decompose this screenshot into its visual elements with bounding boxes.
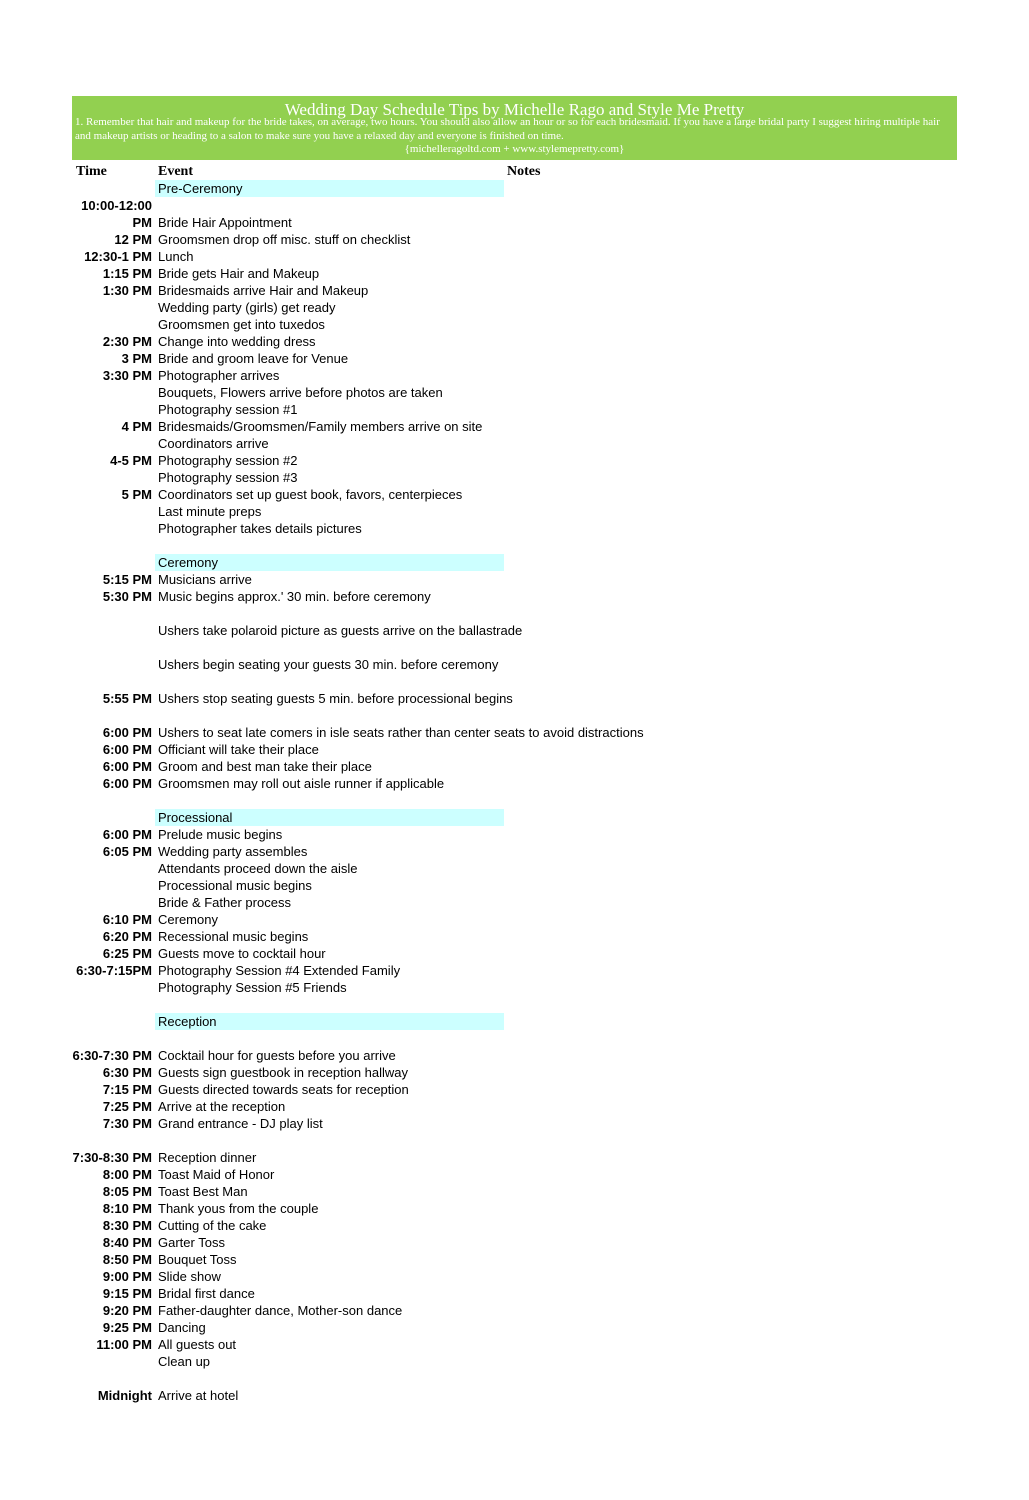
blank-row (0, 605, 1029, 622)
schedule-row (0, 775, 1029, 792)
event-cell: Photographer arrives (158, 368, 280, 383)
time-cell: 6:30-7:15PM (76, 963, 152, 978)
event-cell: Groomsmen get into tuxedos (158, 317, 325, 332)
title-banner (72, 96, 957, 160)
schedule-row (0, 384, 1029, 401)
schedule-row (0, 248, 1029, 265)
schedule-row (0, 282, 1029, 299)
schedule-row (0, 435, 1029, 452)
schedule-row (0, 911, 1029, 928)
schedule-row (0, 877, 1029, 894)
event-cell: Last minute preps (158, 504, 262, 519)
event-cell: Music begins approx.' 30 min. before ceremony (158, 589, 431, 604)
time-cell: 9:20 PM (102, 1303, 152, 1318)
event-cell: Bride and groom leave for Venue (158, 351, 349, 366)
time-cell: 12:30-1 PM (84, 249, 152, 264)
time-cell: 5:15 PM (102, 572, 152, 587)
event-cell: Bridal first dance (158, 1286, 255, 1301)
schedule-row (0, 1115, 1029, 1132)
section-header (155, 554, 504, 571)
event-cell: Groomsmen may roll out aisle runner if applicable (158, 776, 445, 791)
schedule-row (0, 197, 1029, 231)
event-cell: Photography session #2 (158, 453, 298, 468)
schedule-row (0, 1081, 1029, 1098)
event-cell: Bride Hair Appointment (158, 215, 292, 230)
schedule-row (0, 945, 1029, 962)
schedule-row (0, 656, 1029, 673)
schedule-row (0, 1217, 1029, 1234)
event-cell: Bouquet Toss (158, 1252, 237, 1267)
schedule-row (0, 758, 1029, 775)
time-cell: 6:00 PM (102, 759, 152, 774)
schedule-row (0, 1166, 1029, 1183)
schedule-row (0, 1234, 1029, 1251)
event-cell: Photography session #3 (158, 470, 298, 485)
time-cell: 4-5 PM (110, 453, 152, 468)
schedule-row (0, 1302, 1029, 1319)
time-cell: 7:25 PM (102, 1099, 152, 1114)
event-cell: Slide show (158, 1269, 221, 1284)
schedule-row (0, 1336, 1029, 1353)
schedule-row (0, 401, 1029, 418)
time-cell: 3:30 PM (102, 368, 152, 383)
schedule-row (0, 962, 1029, 979)
schedule-row (0, 418, 1029, 435)
event-cell: Coordinators arrive (158, 436, 269, 451)
event-cell: Dancing (158, 1320, 206, 1335)
event-cell: Groomsmen drop off misc. stuff on checklist (158, 232, 411, 247)
schedule-row (0, 1353, 1029, 1370)
schedule-row (0, 452, 1029, 469)
time-cell: 10:00-12:00 PM (81, 198, 152, 230)
schedule-row (0, 367, 1029, 384)
event-cell: Cocktail hour for guests before you arrive (158, 1048, 396, 1063)
schedule-row (0, 826, 1029, 843)
time-cell: 5 PM (121, 487, 152, 502)
schedule-row (0, 622, 1029, 639)
event-cell: Photographer takes details pictures (158, 521, 362, 536)
event-cell: Attendants proceed down the aisle (158, 861, 358, 876)
time-column-header: Time (76, 164, 107, 179)
schedule-row (0, 231, 1029, 248)
event-cell: Toast Maid of Honor (158, 1167, 275, 1182)
event-cell: Wedding party assembles (158, 844, 308, 859)
time-cell: 8:50 PM (102, 1252, 152, 1267)
section-row (0, 809, 1029, 826)
time-cell: 11:00 PM (96, 1337, 152, 1352)
event-cell: Groom and best man take their place (158, 759, 372, 774)
schedule-row (0, 741, 1029, 758)
event-cell: Recessional music begins (158, 929, 309, 944)
blank-row (0, 537, 1029, 554)
time-cell: 7:30-8:30 PM (72, 1150, 152, 1165)
section-row (0, 180, 1029, 197)
event-cell: Arrive at hotel (158, 1388, 239, 1403)
schedule-table (0, 180, 1029, 1404)
section-header (155, 1013, 504, 1030)
blank-row (0, 1132, 1029, 1149)
blank-row (0, 792, 1029, 809)
section-row (0, 1013, 1029, 1030)
schedule-row (0, 469, 1029, 486)
schedule-row (0, 333, 1029, 350)
schedule-row (0, 486, 1029, 503)
event-cell: Photography Session #5 Friends (158, 980, 347, 995)
event-cell: Arrive at the reception (158, 1099, 286, 1114)
event-cell: Bride gets Hair and Makeup (158, 266, 320, 281)
schedule-row (0, 1047, 1029, 1064)
schedule-row (0, 724, 1029, 741)
event-cell: Guests move to cocktail hour (158, 946, 326, 961)
time-cell: 6:10 PM (102, 912, 152, 927)
schedule-row (0, 316, 1029, 333)
time-cell: 6:20 PM (102, 929, 152, 944)
schedule-row (0, 843, 1029, 860)
event-cell: Bridesmaids arrive Hair and Makeup (158, 283, 369, 298)
schedule-row (0, 894, 1029, 911)
event-cell: Grand entrance - DJ play list (158, 1116, 323, 1131)
notes-column-header: Notes (507, 164, 541, 179)
time-cell: 6:00 PM (102, 827, 152, 842)
blank-row (0, 707, 1029, 724)
blank-row (0, 1030, 1029, 1047)
page-title: Wedding Day Schedule Tips by Michelle Rago and Style Me Pretty (284, 100, 745, 119)
section-label: Ceremony (158, 555, 218, 570)
event-column-header: Event (158, 164, 193, 179)
schedule-row (0, 928, 1029, 945)
event-cell: Toast Best Man (158, 1184, 248, 1199)
hair-makeup-tip: 1. Remember that hair and makeup for the bride takes, on average, two hours. You should also allow an hour or so for each bridesmaid. If you have a large bridal party I suggest hiring multiple hair and makeup artists or heading to a salon to make sure you have a relaxed day and everyone is finished on time. (75, 116, 940, 142)
section-label: Reception (158, 1014, 217, 1029)
event-cell: Guests sign guestbook in reception hallway (158, 1065, 409, 1080)
source-credit: {michelleragoltd.com + www.stylemepretty.com} (404, 143, 625, 155)
event-cell: Bride & Father process (158, 895, 291, 910)
blank-row (0, 1370, 1029, 1387)
time-cell: 7:15 PM (102, 1082, 152, 1097)
section-header (155, 809, 504, 826)
section-row (0, 554, 1029, 571)
schedule-row (0, 299, 1029, 316)
time-cell: 6:00 PM (102, 742, 152, 757)
event-cell: Father-daughter dance, Mother-son dance (158, 1303, 403, 1318)
time-cell: 6:30-7:30 PM (72, 1048, 152, 1063)
time-cell: 3 PM (121, 351, 152, 366)
time-cell: 9:25 PM (102, 1320, 152, 1335)
schedule-row (0, 503, 1029, 520)
time-cell: 8:05 PM (102, 1184, 152, 1199)
schedule-row (0, 1183, 1029, 1200)
time-cell: 8:30 PM (102, 1218, 152, 1233)
event-cell: All guests out (158, 1337, 237, 1352)
time-cell: 2:30 PM (102, 334, 152, 349)
section-label: Pre-Ceremony (158, 181, 243, 196)
time-cell: 5:55 PM (102, 691, 152, 706)
time-cell: 8:00 PM (102, 1167, 152, 1182)
event-cell: Garter Toss (158, 1235, 225, 1250)
section-label: Processional (158, 810, 233, 825)
schedule-row (0, 979, 1029, 996)
time-cell: 6:30 PM (102, 1065, 152, 1080)
time-cell: 12 PM (114, 232, 152, 247)
time-cell: 6:05 PM (102, 844, 152, 859)
event-cell: Clean up (158, 1354, 211, 1369)
schedule-row (0, 350, 1029, 367)
schedule-row (0, 1149, 1029, 1166)
event-cell: Lunch (158, 249, 194, 264)
time-cell: 1:15 PM (102, 266, 152, 281)
event-cell: Guests directed towards seats for reception (158, 1082, 409, 1097)
schedule-row (0, 1064, 1029, 1081)
event-cell: Ushers take polaroid picture as guests arrive on the ballastrade (158, 623, 523, 638)
event-cell: Photography session #1 (158, 402, 298, 417)
event-cell: Ushers begin seating your guests 30 min. before ceremony (158, 657, 499, 672)
event-cell: Cutting of the cake (158, 1218, 267, 1233)
event-cell: Coordinators set up guest book, favors, centerpieces (158, 487, 463, 502)
event-cell: Thank yous from the couple (158, 1201, 319, 1216)
schedule-row (0, 1387, 1029, 1404)
schedule-row (0, 265, 1029, 282)
event-cell: Ushers stop seating guests 5 min. before processional begins (158, 691, 513, 706)
schedule-row (0, 1285, 1029, 1302)
event-cell: Prelude music begins (158, 827, 283, 842)
event-cell: Wedding party (girls) get ready (158, 300, 336, 315)
event-cell: Ceremony (158, 912, 218, 927)
event-cell: Reception dinner (158, 1150, 257, 1165)
time-cell: 6:00 PM (102, 725, 152, 740)
time-cell: 1:30 PM (102, 283, 152, 298)
schedule-row (0, 1200, 1029, 1217)
time-cell: 8:10 PM (102, 1201, 152, 1216)
event-cell: Ushers to seat late comers in isle seats rather than center seats to avoid distractions (158, 725, 644, 740)
event-cell: Change into wedding dress (158, 334, 316, 349)
time-cell: 7:30 PM (102, 1116, 152, 1131)
schedule-row (0, 690, 1029, 707)
event-cell: Bridesmaids/Groomsmen/Family members arrive on site (158, 419, 483, 434)
schedule-row (0, 1098, 1029, 1115)
schedule-row (0, 1268, 1029, 1285)
time-cell: 9:00 PM (102, 1269, 152, 1284)
event-cell: Bouquets, Flowers arrive before photos are taken (158, 385, 443, 400)
blank-row (0, 673, 1029, 690)
time-cell: 6:25 PM (102, 946, 152, 961)
schedule-row (0, 1251, 1029, 1268)
schedule-row (0, 571, 1029, 588)
event-cell: Musicians arrive (158, 572, 252, 587)
event-cell: Photography Session #4 Extended Family (158, 963, 401, 978)
time-cell: 4 PM (121, 419, 152, 434)
time-cell: 6:00 PM (102, 776, 152, 791)
time-cell: 8:40 PM (102, 1235, 152, 1250)
schedule-row (0, 588, 1029, 605)
blank-row (0, 996, 1029, 1013)
schedule-row (0, 860, 1029, 877)
event-cell: Processional music begins (158, 878, 312, 893)
schedule-row (0, 1319, 1029, 1336)
time-cell: 9:15 PM (102, 1286, 152, 1301)
event-cell: Officiant will take their place (158, 742, 319, 757)
blank-row (0, 639, 1029, 656)
time-cell: 5:30 PM (102, 589, 152, 604)
time-cell: Midnight (97, 1388, 152, 1403)
section-header (155, 180, 504, 197)
schedule-row (0, 520, 1029, 537)
